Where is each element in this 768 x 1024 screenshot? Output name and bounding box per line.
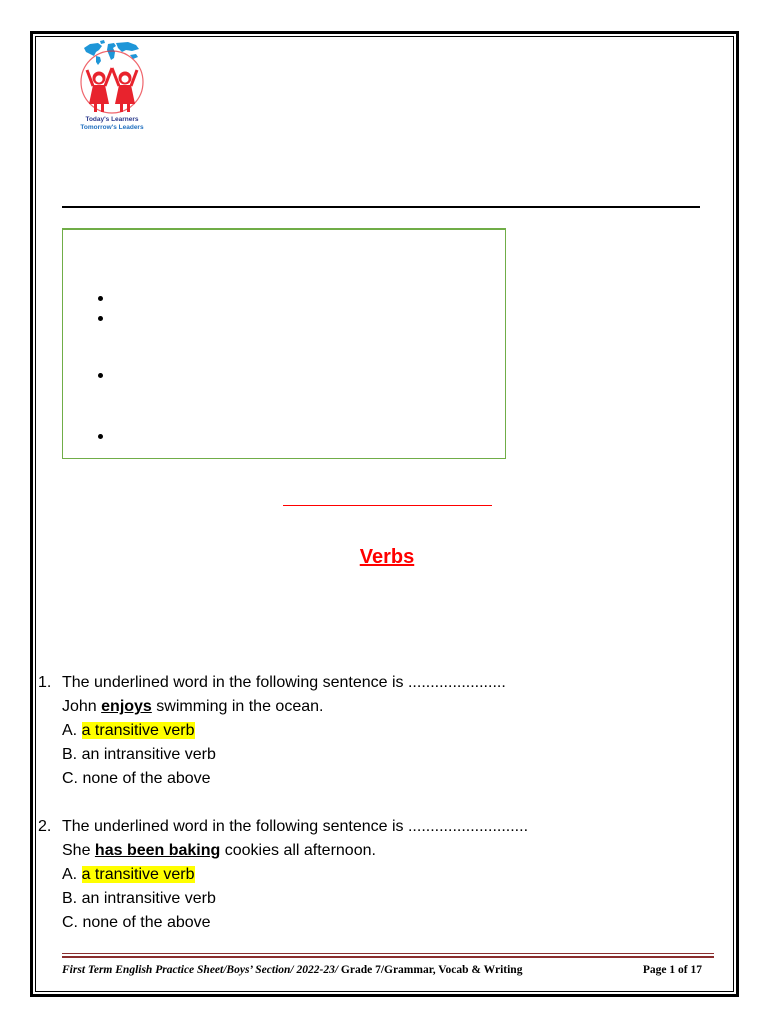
question-1 (36, 671, 676, 791)
red-divider (283, 505, 492, 506)
logo-emblem-icon (76, 38, 148, 118)
bullet (98, 373, 103, 378)
option-a (36, 863, 676, 887)
instructions-box (62, 228, 506, 459)
sentence-underlined-word: has been baking (94, 842, 221, 859)
option-text: none of the above (82, 770, 211, 787)
question-prompt (36, 815, 676, 839)
footer-info (62, 962, 522, 978)
logo-tagline-line1: Today's Learners (85, 116, 139, 123)
question-number: 1. (38, 674, 52, 691)
option-letter: A. (62, 866, 78, 883)
option-text: an intransitive verb (81, 746, 216, 763)
option-c (36, 911, 676, 935)
questions (36, 671, 676, 935)
world-map-icon (84, 40, 139, 65)
option-letter: A. (62, 722, 78, 739)
option-text: none of the above (82, 914, 211, 931)
logo-tagline (76, 116, 148, 132)
footer-course-info: First Term English Practice Sheet/Boys’ Section/ 2022-23/ (62, 964, 339, 976)
school-logo (76, 38, 148, 138)
option-text: a transitive verb (81, 722, 195, 739)
sentence-before: John (62, 698, 102, 715)
option-a (36, 719, 676, 743)
question-number: 2. (38, 818, 52, 835)
footer-grade-info: Grade 7/Grammar, Vocab & Writing (338, 964, 523, 976)
question-sentence (36, 695, 676, 719)
option-b (36, 887, 676, 911)
option-b (36, 743, 676, 767)
sentence-before: She (62, 842, 95, 859)
question-prompt-text: The underlined word in the following sentence is ........................... (62, 818, 529, 835)
option-letter: B. (62, 746, 78, 763)
option-letter: C. (62, 770, 78, 787)
children-icon (87, 68, 137, 112)
name-line (62, 206, 700, 208)
sentence-after: cookies all afternoon. (220, 842, 376, 859)
option-letter: C. (62, 914, 78, 931)
question-sentence (36, 839, 676, 863)
bullet (98, 434, 103, 439)
sentence-underlined-word: enjoys (101, 698, 152, 715)
page-footer (62, 962, 702, 978)
option-text: an intransitive verb (81, 890, 216, 907)
option-c (36, 767, 676, 791)
option-letter: B. (62, 890, 78, 907)
question-2 (36, 815, 676, 935)
question-prompt (36, 671, 676, 695)
logo-tagline-line2: Tomorrow's Leaders (80, 124, 144, 131)
bullet (98, 316, 103, 321)
bullet (98, 296, 103, 301)
sentence-after: swimming in the ocean. (151, 698, 324, 715)
question-prompt-text: The underlined word in the following sentence is ...................... (62, 674, 506, 691)
section-title: Verbs (359, 546, 415, 568)
page-number: Page 1 of 17 (642, 964, 702, 976)
option-text: a transitive verb (81, 866, 195, 883)
footer-rule (62, 953, 714, 958)
